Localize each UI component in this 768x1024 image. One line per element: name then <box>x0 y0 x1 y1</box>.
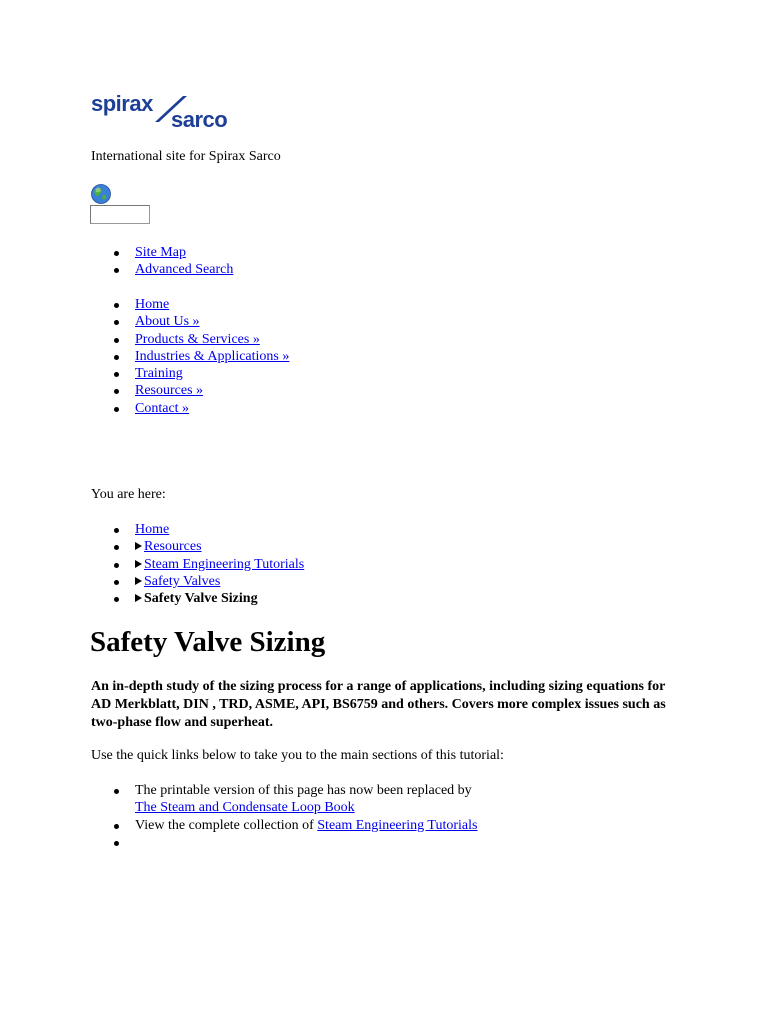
list-item <box>0 817 477 834</box>
quick-links-text: Use the quick links below to take you to the main sections of this tutorial: <box>91 748 504 763</box>
nav-about-us-link[interactable]: About Us » <box>135 314 200 330</box>
nav-products-services-link[interactable]: Products & Services » <box>135 331 260 347</box>
utility-nav-item <box>0 261 233 278</box>
main-nav-item <box>0 348 289 365</box>
breadcrumb-item <box>0 521 304 538</box>
main-nav-item <box>0 365 289 382</box>
steam-condensate-book-link[interactable]: The Steam and Condensate Loop Book <box>135 800 355 816</box>
globe-icon[interactable] <box>91 184 111 204</box>
main-nav-item <box>0 382 289 399</box>
breadcrumb-item <box>0 573 304 590</box>
printable-version-text: The printable version of this page has now been replaced by <box>135 783 472 798</box>
nav-resources-link[interactable]: Resources » <box>135 383 204 399</box>
breadcrumb-safety-valves-link[interactable]: Safety Valves <box>144 573 221 589</box>
triangle-right-icon <box>135 560 142 568</box>
breadcrumb-item <box>0 538 304 555</box>
main-nav-item <box>0 313 289 330</box>
nav-industries-applications-link[interactable]: Industries & Applications » <box>135 348 290 364</box>
quick-links-list <box>0 782 477 851</box>
main-nav-item <box>0 331 289 348</box>
utility-nav <box>0 244 233 279</box>
spirax-sarco-logo[interactable] <box>91 92 263 132</box>
list-item <box>0 834 477 851</box>
logo-word-spirax: spirax <box>91 92 153 116</box>
breadcrumb-home-link[interactable]: Home <box>135 522 170 537</box>
breadcrumb-item <box>0 590 304 607</box>
main-nav-item <box>0 296 289 313</box>
search-input[interactable] <box>90 205 150 224</box>
page-intro: An in-depth study of the sizing process for a range of applications, including sizing equations for AD Merkblatt, DIN , TRD, ASME, API, BS6759 and others. Covers more complex issues such as two-phase flow and superheat. <box>91 679 666 730</box>
collection-text: View the complete collection of <box>135 817 318 833</box>
breadcrumb-current: Safety Valve Sizing <box>144 591 258 607</box>
breadcrumb-resources-link[interactable]: Resources <box>144 539 202 555</box>
nav-home-link[interactable]: Home <box>135 297 170 312</box>
triangle-right-icon <box>135 577 142 585</box>
triangle-right-icon <box>135 542 142 550</box>
breadcrumb-steam-tutorials-link[interactable]: Steam Engineering Tutorials <box>144 556 305 572</box>
breadcrumb-intro: You are here: <box>91 487 166 502</box>
advanced-search-link[interactable]: Advanced Search <box>135 262 234 278</box>
triangle-right-icon <box>135 594 142 602</box>
site-map-link[interactable]: Site Map <box>135 245 186 260</box>
main-nav <box>0 296 289 417</box>
logo-word-sarco: sarco <box>171 107 228 132</box>
utility-nav-item <box>0 244 233 261</box>
site-tagline: International site for Spirax Sarco <box>91 149 281 164</box>
breadcrumb <box>0 521 304 607</box>
breadcrumb-item <box>0 556 304 573</box>
list-item <box>0 782 477 817</box>
page-title: Safety Valve Sizing <box>90 626 326 658</box>
nav-training-link[interactable]: Training <box>135 366 183 382</box>
steam-tutorials-link[interactable]: Steam Engineering Tutorials <box>317 817 478 833</box>
nav-contact-link[interactable]: Contact » <box>135 400 190 416</box>
main-nav-item <box>0 400 289 417</box>
